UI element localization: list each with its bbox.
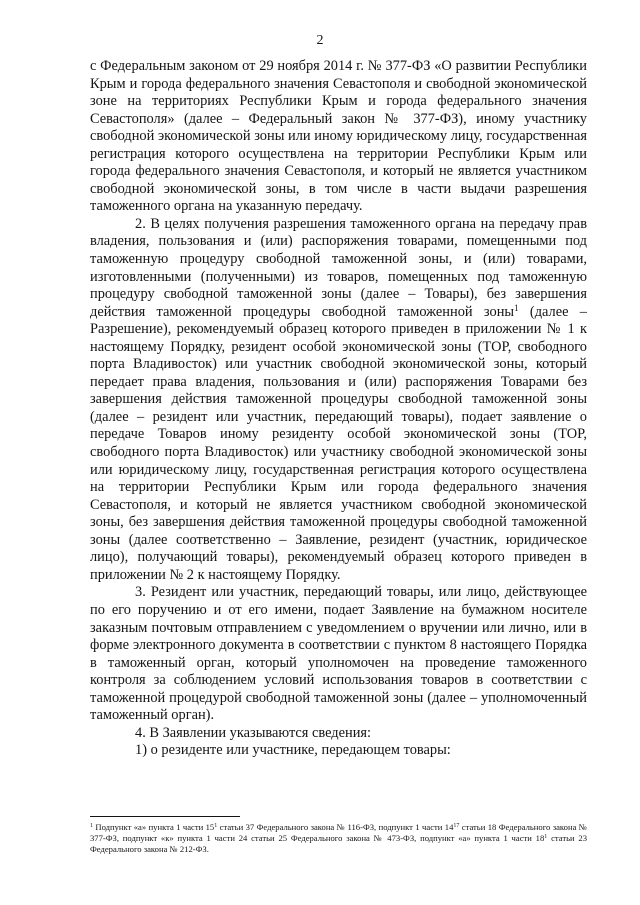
page-number: 2 (316, 33, 324, 48)
footnote-text-3: статьи 18 Федерального закона № 377-ФЗ, подпункт «к» пункта 1 части 24 статьи 25 Федерального закона № 473-ФЗ, подпункт «а» пункта 1 части 18 (90, 822, 587, 843)
paragraph-2-text-before-note: 2. В целях получения разрешения таможенного органа на передачу прав владения, пользования и (или) распоряжения товарами, помещенными под таможенную процедуру свободной таможенной зоны, и (или) товарами, изготовленными (полученными) из товаров, помещенных под таможенную процедуру свободной таможенной зоны (далее – Товары), без завершения действия таможенной процедуры свободной таможенной зоны (90, 215, 587, 320)
footnote-superscript-3: 1 (544, 834, 548, 840)
footnote (90, 822, 587, 855)
footnote-superscript-1: 1 (214, 823, 218, 829)
paragraph-3: 3. Резидент или участник, передающий товары, или лицо, действующее по его поручению и от его имени, подает Заявление на бумажном носителе заказным почтовым отправлением с уведомлением о вручении или лично, или в форме электронного документа в соответствии с пунктом 8 настоящего Порядка в таможенный орган, который уполномочен на проведение таможенного контроля за соблюдением условий использования товаров в соответствии с таможенной процедурой свободной таможенной зоны (далее – уполномоченный таможенный орган). (90, 584, 587, 724)
paragraph-4: 4. В Заявлении указываются сведения: (135, 724, 372, 741)
footnote-marker: 1 (90, 823, 93, 829)
footnote-reference: 1 (514, 302, 519, 313)
paragraph-4-item-1: 1) о резиденте или участнике, передающем товары: (135, 742, 451, 759)
paragraph-continuation: с Федеральным законом от 29 ноября 2014 г. № 377-ФЗ «О развитии Республики Крым и города федерального значения Севастополя и свободной экономической зоне на территориях Республики Крым и города федерального значения Севастополя» (далее – Федеральный закон № 377-ФЗ), иному участнику свободной экономической зоны или иному юридическому лицу, государственная регистрация которого осуществлена на территории Республики Крым или города федерального значения Севастополя, и который не является участником свободной экономической зоны, в том числе в части выдачи разрешения таможенного органа на указанную передачу. (90, 58, 587, 215)
footnote-superscript-2: 17 (453, 823, 460, 829)
footnote-text-2: статьи 37 Федерального закона № 116-ФЗ, подпункт 1 части 14 (217, 822, 454, 832)
paragraph-2-text-after-note: (далее – Разрешение), рекомендуемый образец которого приведен в приложении № 1 к настоящему Порядку, резидент особой экономической зоны (ТОР, свободного порта Владивосток) или участник свободной экономической зоны, который передает права владения, пользования и (или) распоряжения Товарами без завершения действия таможенной процедуры свободной таможенной зоны (далее – резидент или участник, передающий товары), подает заявление о передаче Товаров иному резиденту особой экономической зоны (ТОР, свободного порта Владивосток) или участнику свободной экономической зоны или юридическому лицу, государственная регистрация которого осуществлена на территории Республики Крым или города федерального значения Севастополя, и который не является участником свободной экономической зоны, без завершения действия таможенной процедуры свободной таможенной зоны (далее соответственно – Заявление, резидент (участник, юридическое лицо), получающий товары), рекомендуемый образец которого приведен в приложении № 2 к настоящему Порядку. (90, 303, 588, 583)
footnote-text-4: статьи 23 Федерального закона № 212-ФЗ. (90, 833, 587, 854)
footnote-separator (90, 816, 240, 817)
document-body (90, 58, 587, 760)
paragraph-2 (90, 216, 587, 584)
footnote-text-1: Подпункт «а» пункта 1 части 15 (93, 822, 215, 832)
